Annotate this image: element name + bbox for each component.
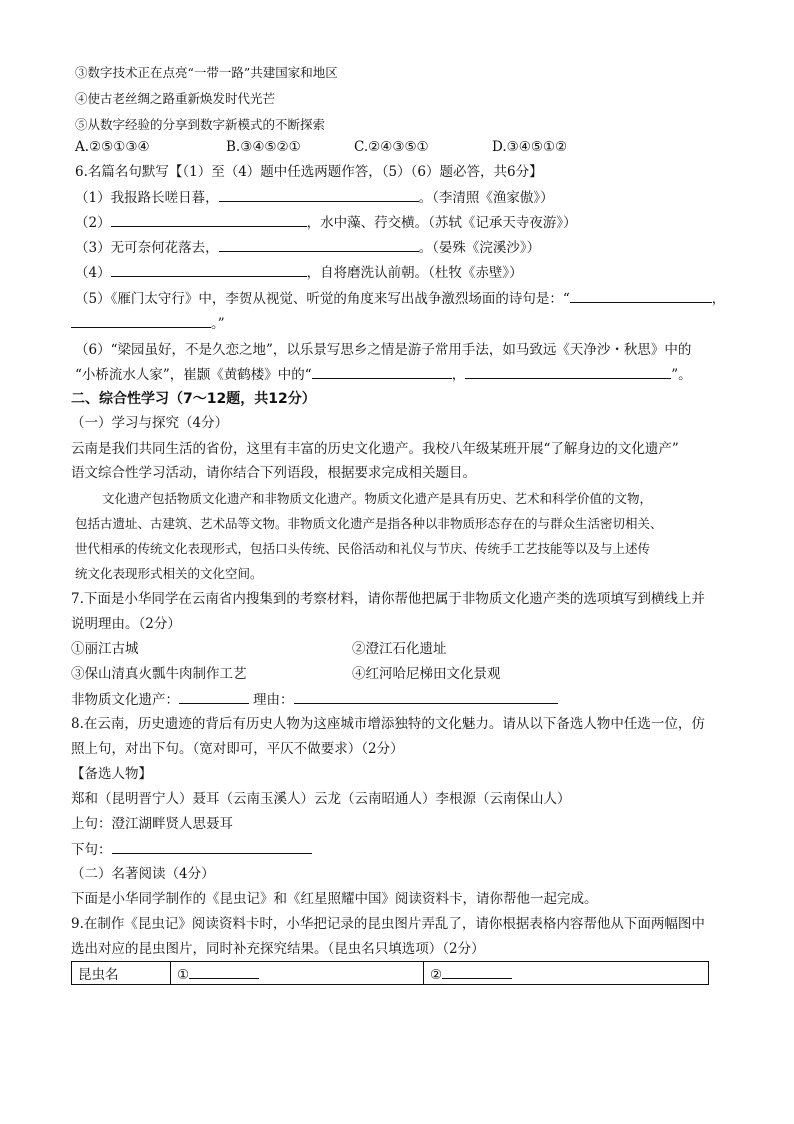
subsection-2-intro: 下面是小华同学制作的《昆虫记》和《红星照耀中国》阅读资料卡，请你帮他一起完成。 [71,891,598,907]
q7-line-2: 说明理由。（2分） [71,616,181,632]
q8-upper-line: 上句：澄江湖畔贤人思聂耳 [71,816,233,832]
q8-line-1: 8.在云南，历史遗迹的背后有历史人物为这座城市增添独特的文化魅力。请从以下备选人物中任选一位，仿 [71,716,705,732]
q6-l3-prefix: （3）无可奈何花落去， [75,240,219,256]
q8-lower-label: 下句： [71,842,112,858]
q7-answer-label: 非物质文化遗产： [71,692,179,708]
q6-l3-suffix: 。（晏殊《浣溪沙》） [418,240,541,256]
q6-l5-blank-1[interactable] [570,288,712,303]
q5-option-b: B.③④⑤②① [226,139,301,155]
q9-line-2: 选出对应的昆虫图片，同时补充探究结果。（昆虫名只填选项）（2分） [71,941,485,957]
q6-l5-blank-2[interactable] [71,313,211,328]
q7-answer-line [71,689,558,710]
q6-l3-blank[interactable] [219,237,419,252]
q7-option-1: ①丽江古城 [71,641,139,657]
q7-line-1: 7.下面是小华同学在云南省内搜集到的考察材料，请你帮他把属于非物质文化遗产类的选项填写到横线上并 [71,591,705,607]
heritage-para-line-1: 文化遗产包括物质文化遗产和非物质文化遗产。物质文化遗产是具有历史、艺术和科学价值的文物， [102,491,653,506]
q9-cell-1-label: ① [177,966,190,983]
q7-option-4: ④红河哈尼梯田文化景观 [352,666,501,682]
q6-line-2 [75,212,577,233]
table-row [72,962,709,985]
q6-l1-suffix: 。（李清照《渔家傲》） [418,190,554,206]
q6-line-5 [75,288,725,309]
q6-l5-comma: ， [711,291,726,307]
intro-line-2: 语文综合性学习活动，请你结合下列语段，根据要求完成相关题目。 [71,465,476,481]
q6-line-4 [75,262,523,283]
q6-l5-text: （5）《雁门太守行》中，李贺从视觉、听觉的角度来写出战争激烈场面的诗句是：“ [75,291,570,307]
q9-cell-1-blank[interactable] [189,964,259,979]
q6-line-6: （6）“梁园虽好，不是久恋之地”，以乐景写思乡之情是游子常用手法，如马致远《天净沙・秋思》中的 [75,342,692,358]
q7-option-3: ③保山清真火瓢牛肉制作工艺 [71,666,247,682]
q8-lower-line [71,839,312,860]
q5-item-5: ⑤从数字经验的分享到数字新模式的不断探索 [75,117,326,132]
q6-l2-prefix: （2） [75,215,111,231]
q8-line-2: 照上句，对出下句。（宽对即可，平仄不做要求）（2分） [71,741,404,757]
q6-line-3 [75,237,540,258]
q5-option-c: C.②④③⑤① [354,139,429,155]
q6-l6-end: ”。 [671,367,692,383]
q6-line-5b [71,313,225,334]
q5-item-4: ④使古老丝绸之路重新焕发时代光芒 [75,91,276,106]
q9-table-header: 昆虫名 [72,962,171,985]
q7-answer-blank[interactable] [179,689,249,704]
q6-l4-suffix: ，自将磨洗认前朝。（杜牧《赤壁》） [306,265,523,281]
heritage-para-line-3: 世代相承的传统文化表现形式，包括口头传统、民俗活动和礼仪与节庆、传统手工艺技能等以及与上述传 [75,541,651,556]
q6-l4-blank[interactable] [111,262,307,277]
q6-line-6b [75,364,692,385]
q6-l1-blank[interactable] [219,187,419,202]
subsection-2-heading: （二）名著阅读（4分） [71,866,215,882]
q6-line-1 [75,187,554,208]
subsection-1-heading: （一）学习与探究（4分） [71,415,229,431]
q9-line-1: 9.在制作《昆虫记》阅读资料卡时，小华把记录的昆虫图片弄乱了，请你根据表格内容帮他从下面两幅图中 [71,916,705,932]
q8-people: 郑和（昆明晋宁人）聂耳（云南玉溪人）云龙（云南昭通人）李根源（云南保山人） [71,791,571,807]
q6-l2-suffix: ，水中藻、荇交横。（苏轼《记承天寺夜游》） [306,215,577,231]
q6-l5-end: 。” [211,316,225,332]
q7-option-2: ②澄江石化遗址 [352,641,447,657]
q6-l6-blank-2[interactable] [465,364,671,379]
q6-l6-blank-1[interactable] [312,364,452,379]
q9-cell-1 [171,962,424,985]
q9-cell-2-blank[interactable] [442,964,512,979]
heritage-para-line-2: 包括古遗址、古建筑、艺术品等文物。非物质文化遗产是指各种以非物质形态存在的与群众生活密切相关、 [75,516,663,531]
q5-option-d: D.③④⑤①② [492,139,568,155]
q9-cell-2-label: ② [430,966,443,983]
q9-answer-table [71,961,709,985]
q6-l6-text: “小桥流水人家”，崔颢《黄鹤楼》中的“ [75,367,312,383]
q5-item-3: ③数字技术正在点亮“一带一路”共建国家和地区 [75,65,338,80]
heritage-para-line-4: 统文化表现形式相关的文化空间。 [75,566,263,581]
q8-lower-blank[interactable] [112,839,312,854]
q5-option-a: A.②⑤①③④ [75,139,150,155]
section-2-heading: 二、综合性学习（7～12题，共12分） [71,391,316,407]
q9-cell-2 [424,962,709,985]
q6-title: 6.名篇名句默写【（1）至（4）题中任选两题作答，（5）（6）题必答，共6分】 [75,164,543,180]
q6-l4-prefix: （4） [75,265,111,281]
q6-l6-comma: ， [451,367,466,383]
intro-line-1: 云南是我们共同生活的省份，这里有丰富的历史文化遗产。我校八年级某班开展“了解身边的文化遗产” [71,441,679,457]
q8-bracket-heading: 【备选人物】 [71,766,152,782]
q6-l2-blank[interactable] [111,212,307,227]
q6-l1-prefix: （1）我报路长嗟日暮， [75,190,219,206]
q7-reason-label: 理由： [253,692,294,708]
q7-reason-blank[interactable] [294,689,558,704]
